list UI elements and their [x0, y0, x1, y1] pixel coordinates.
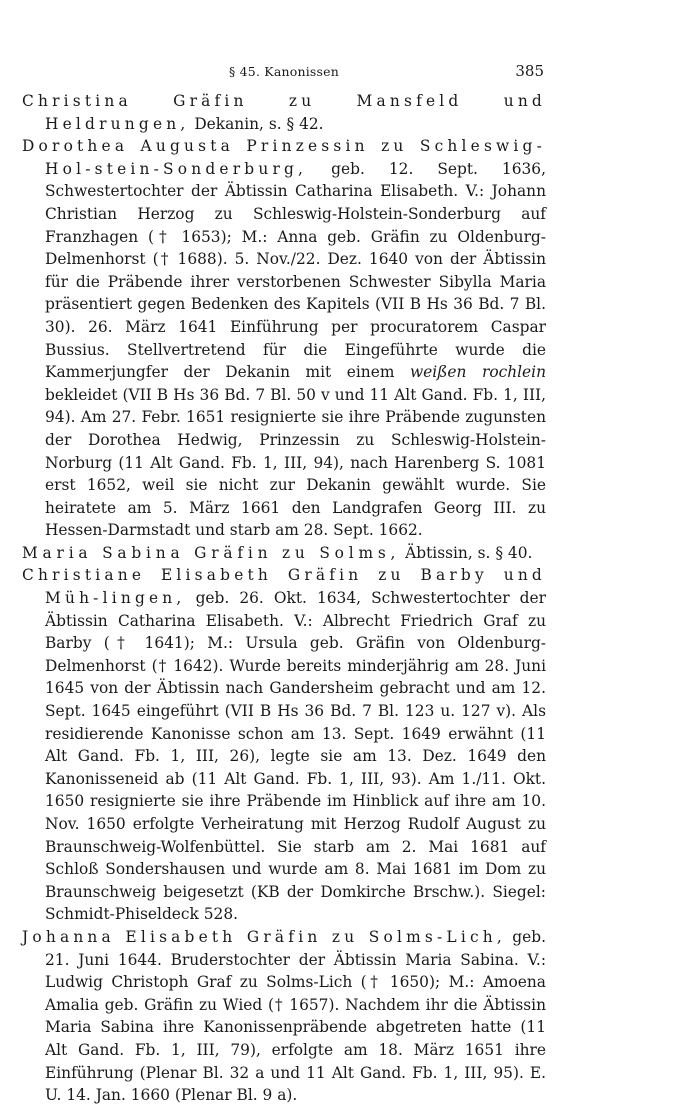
entry-maria-sabina: [22, 542, 546, 565]
entry-name: Dorothea Augusta Prinzessin zu Schleswig-Hol-stein-Sonderburg,: [22, 137, 546, 178]
entry-johanna-elisabeth: [22, 926, 546, 1107]
entry-text: geb. 12. Sept. 1636, Schwestertochter der Äbtissin Catharina Elisabeth. V.: Johann Christian Herzog zu Schleswig-Holstein-Sonderburg auf Franzhagen († 1653); M.: Anna geb. Gräfin zu Oldenburg-Delmenhorst († 1688). 5. Nov./22. Dez. 1640 von der Äbtissin für die Präbende ihrer verstorbenen Schwester Sibylla Maria präsentiert gegen Bedenken des Kapitels (VII B Hs 36 Bd. 7 Bl. 30). 26. März 1641 Einführung per procuratorem Caspar Bussius. Stellvertretend für die Eingeführte wurde die Kammerjungfer der Dekanin mit einem: [45, 159, 546, 382]
entry-text-continued: bekleidet (VII B Hs 36 Bd. 7 Bl. 50 v und 11 Alt Gand. Fb. 1, III, 94). Am 27. Febr. 1651 resignierte sie ihre Präbende zugunsten der Dorothea Hedwig, Prinzessin zu Schleswig-Holstein-Norburg (11 Alt Gand. Fb. 1, III, 94), nach Harenberg S. 1081 erst 1652, weil sie nicht zur Dekanin gewählt wurde. Sie heiratete am 5. März 1661 den Landgrafen Georg III. zu Hessen-Darmstadt und starb am 28. Sept. 1662.: [45, 385, 546, 540]
entry-name: Johanna Elisabeth Gräfin zu Solms-Lich,: [22, 927, 506, 946]
running-title: § 45. Kanonissen: [229, 64, 339, 79]
entry-text: geb. 21. Juni 1644. Bruderstochter der Äbtissin Maria Sabina. V.: Ludwig Christoph Graf zu Solms-Lich († 1650); M.: Amoena Amalia geb. Gräfin zu Wied († 1657). Nachdem ihr die Äbtissin Maria Sabina ihre Kanonissenpräbende abgetreten hatte (11 Alt Gand. Fb. 1, III, 79), erfolgte am 18. März 1651 ihre Einführung (Plenar Bl. 32 a und 11 Alt Gand. Fb. 1, III, 95). E. U. 14. Jan. 1660 (Plenar Bl. 9 a).: [45, 927, 546, 1105]
entry-italic-text: weißen rochlein: [409, 363, 546, 382]
entry-text: Dekanin, s. § 42.: [189, 114, 324, 133]
entry-dorothea-augusta: [22, 135, 546, 542]
entry-list: [22, 90, 546, 1107]
entry-text: Äbtissin, s. § 40.: [400, 543, 533, 562]
entry-christina-mansfeld: [22, 90, 546, 135]
running-head: [22, 0, 546, 90]
entry-name: Christina Gräfin zu Mansfeld und Heldrungen,: [22, 92, 546, 133]
entry-text: geb. 26. Okt. 1634, Schwestertochter der Äbtissin Catharina Elisabeth. V.: Albrecht Friedrich Graf zu Barby († 1641); M.: Ursula geb. Gräfin von Oldenburg-Delmenhorst († 1642). Wurde bereits minderjährig am 28. Juni 1645 von der Äbtissin nach Gandersheim gebracht und am 12. Sept. 1645 eingeführt (VII B Hs 36 Bd. 7 Bl. 123 u. 127 v). Als residierende Kanonisse schon am 13. Sept. 1649 erwähnt (11 Alt Gand. Fb. 1, III, 26), legte sie am 13. Dez. 1649 den Kanonisseneid ab (11 Alt Gand. Fb. 1, III, 93). Am 1./11. Okt. 1650 resignierte sie ihre Präbende im Hinblick auf ihre am 10. Nov. 1650 erfolgte Verheiratung mit Herzog Rudolf August zu Braunschweig-Wolfenbüttel. Sie starb am 2. Mai 1681 auf Schloß Sondershausen und wurde am 8. Mai 1681 im Dom zu Braunschweig beigesetzt (KB der Domkirche Brschw.). Siegel: Schmidt-Phiseldeck 528.: [45, 589, 546, 924]
entry-name: Maria Sabina Gräfin zu Solms,: [22, 543, 401, 562]
page-number: 385: [515, 62, 544, 80]
entry-name: Christiane Elisabeth Gräfin zu Barby und Müh-lingen,: [22, 566, 546, 608]
entry-christiane-elisabeth: [22, 564, 546, 926]
document-page: [22, 0, 546, 1107]
